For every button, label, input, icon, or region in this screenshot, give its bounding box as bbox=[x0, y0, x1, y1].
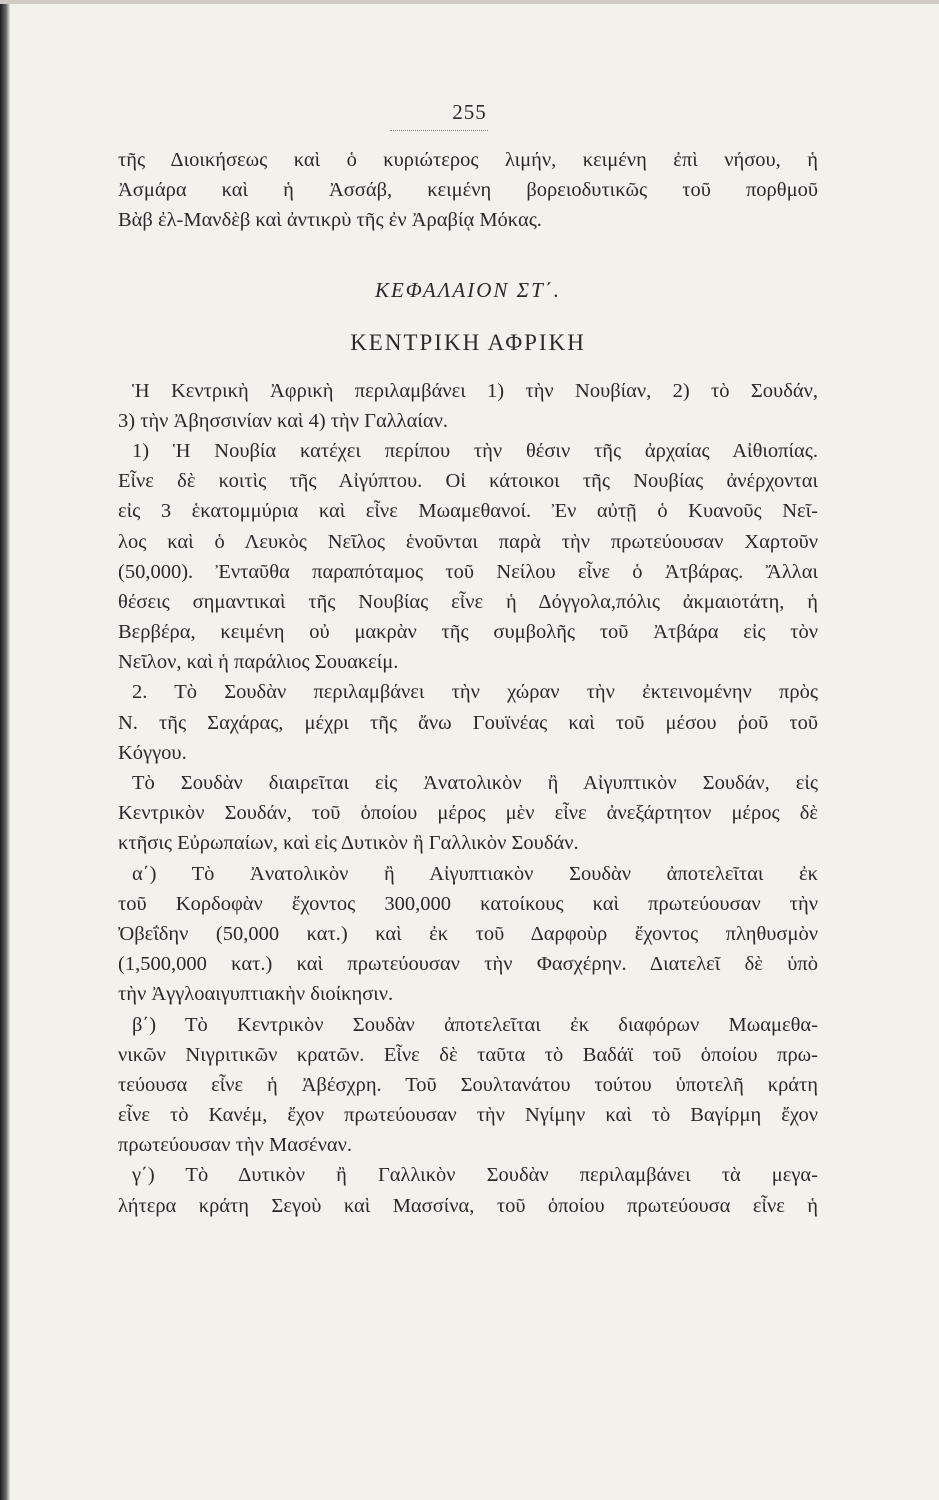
text-line: Εἶνε δὲ κοιτὶς τῆς Αἰγύπτου. Οἱ κάτοικοι τῆς Νουβίας ἀνέρχονται bbox=[118, 470, 818, 493]
text-line: Κόγγου. bbox=[118, 741, 187, 764]
text-line: Νεῖλον, καὶ ἡ παράλιος Σουακείμ. bbox=[118, 651, 399, 674]
text-line: θέσεις σημαντικαὶ τῆς Νουβίας εἶνε ἡ Δόγγολα,πόλις ἀκμαιοτάτη, ἡ bbox=[118, 590, 818, 613]
text-line: κτῆσις Εὐρωπαίων, καὶ εἰς Δυτικὸν ἢ Γαλλικὸν Σουδάν. bbox=[118, 832, 579, 855]
header-rule bbox=[390, 130, 488, 131]
text-line: (1,500,000 κατ.) καὶ πρωτεύουσαν τὴν Φασχέρην. Διατελεῖ δὲ ὑπὸ bbox=[118, 953, 818, 976]
text-line: Ὀβεΐδην (50,000 κατ.) καὶ ἐκ τοῦ Δαρφοὺρ ἔχοντος πληθυσμὸν bbox=[118, 922, 818, 945]
scan-edge-left bbox=[0, 0, 10, 1500]
text-line: (50,000). Ἐνταῦθα παραπόταμος τοῦ Νείλου εἶνε ὁ Ἀτβάρας. Ἄλλαι bbox=[118, 560, 818, 583]
text-line: εἰς 3 ἑκατομμύρια καὶ εἶνε Μωαμεθανοί. Ἐν αὐτῇ ὁ Κυανοῦς Νεῖ- bbox=[118, 500, 818, 523]
text-line: λος καὶ ὁ Λευκὸς Νεῖλος ἑνοῦνται παρὰ τὴν πρωτεύουσαν Χαρτοῦν bbox=[118, 530, 818, 553]
text-line: Κεντρικὸν Σουδάν, τοῦ ὁποίου μέρος μὲν εἶνε ἀνεξάρτητον μέρος δὲ bbox=[118, 802, 818, 825]
text-line: Ἡ Κεντρικὴ Ἀφρικὴ περιλαμβάνει 1) τὴν Νουβίαν, 2) τὸ Σουδάν, bbox=[132, 379, 818, 402]
text-line: εἶνε τὸ Κανέμ, ἔχον πρωτεύουσαν τὴν Νγίμην καὶ τὸ Βαγίρμη ἔχον bbox=[118, 1104, 818, 1127]
text-line: λήτερα κράτη Σεγοὺ καὶ Μασσίνα, τοῦ ὁποίου πρωτεύουσα εἶνε ἡ bbox=[118, 1194, 818, 1217]
text-line: 1) Ἡ Νουβία κατέχει περίπου τὴν θέσιν τῆς ἀρχαίας Αἰθιοπίας. bbox=[132, 439, 818, 462]
text-line: 3) τὴν Ἀβησσινίαν καὶ 4) τὴν Γαλλαίαν. bbox=[118, 409, 448, 432]
text-line: πρωτεύουσαν τὴν Μασέναν. bbox=[118, 1134, 353, 1157]
page-text bbox=[118, 145, 818, 1221]
text-line: Ἀσμάρα καὶ ἡ Ἀσσάβ, κειμένη βορειοδυτικῶς τοῦ πορθμοῦ bbox=[118, 179, 818, 202]
chapter-label: ΚΕΦΑΛΑΙΟΝ ΣΤ΄. bbox=[374, 277, 562, 302]
text-line: τῆς Διοικήσεως καὶ ὁ κυριώτερος λιμήν, κειμένη ἐπὶ νήσου, ἡ bbox=[118, 149, 818, 171]
text-line: Ν. τῆς Σαχάρας, μέχρι τῆς ἄνω Γουϊνέας καὶ τοῦ μέσου ῥοῦ τοῦ bbox=[118, 711, 818, 734]
text-line: α΄) Τὸ Ἀνατολικὸν ἢ Αἰγυπτιακὸν Σουδὰν ἀποτελεῖται ἐκ bbox=[132, 862, 818, 885]
page-number: 255 bbox=[452, 100, 487, 124]
text-line: τεύουσα εἶνε ἡ Ἀβέσχρη. Τοῦ Σουλτανάτου τούτου ὑποτελῆ κράτη bbox=[118, 1073, 818, 1096]
scan-edge-top bbox=[0, 0, 939, 4]
text-line: β΄) Τὸ Κεντρικὸν Σουδὰν ἀποτελεῖται ἐκ διαφόρων Μωαμεθα- bbox=[132, 1013, 818, 1036]
text-line: νικῶν Νιγριτικῶν κρατῶν. Εἶνε δὲ ταῦτα τὸ Βαδάϊ τοῦ ὁποίου πρω- bbox=[118, 1043, 818, 1066]
chapter-title: ΚΕΝΤΡΙΚΗ ΑΦΡΙΚΗ bbox=[350, 329, 586, 355]
text-line: γ΄) Τὸ Δυτικὸν ἢ Γαλλικὸν Σουδὰν περιλαμβάνει τὰ μεγα- bbox=[132, 1164, 818, 1187]
text-line: τοῦ Κορδοφὰν ἔχοντος 300,000 κατοίκους καὶ πρωτεύουσαν τὴν bbox=[118, 892, 818, 915]
text-line: 2. Τὸ Σουδὰν περιλαμβάνει τὴν χώραν τὴν ἐκτεινομένην πρὸς bbox=[132, 681, 818, 704]
text-line: Βερβέρα, κειμένη οὐ μακρὰν τῆς συμβολῆς τοῦ Ἀτβάρα εἰς τὸν bbox=[118, 621, 818, 644]
text-line: Βὰβ ἐλ-Μανδὲβ καὶ ἀντικρὺ τῆς ἐν Ἀραβίᾳ Μόκας. bbox=[118, 209, 542, 232]
text-line: τὴν Ἀγγλοαιγυπτιακὴν διοίκησιν. bbox=[118, 983, 394, 1006]
text-line: Τὸ Σουδὰν διαιρεῖται εἰς Ἀνατολικὸν ἢ Αἰγυπτικὸν Σουδάν, εἰς bbox=[132, 772, 818, 794]
